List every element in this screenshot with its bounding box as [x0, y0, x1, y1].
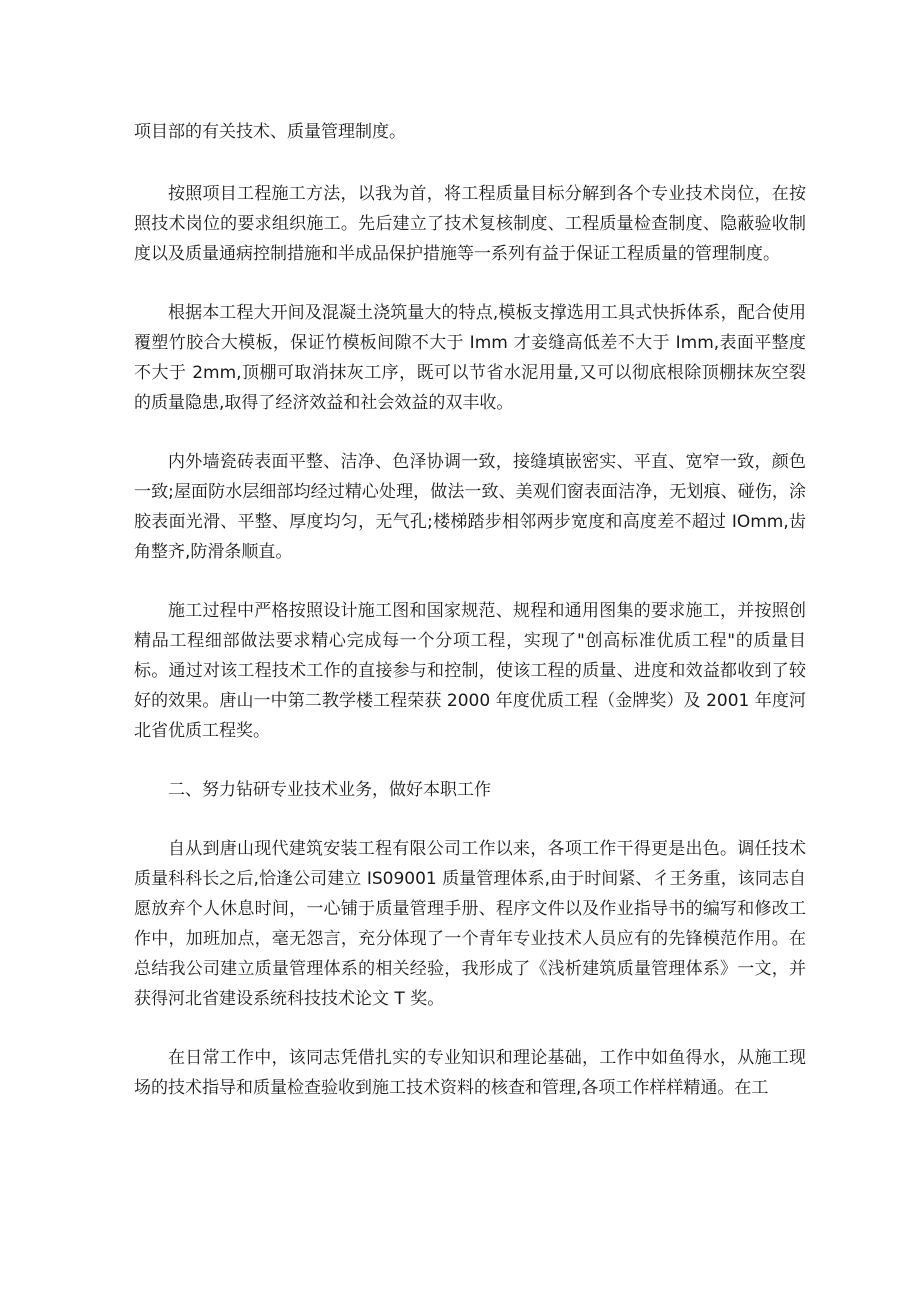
- paragraph-construction-process: 施工过程中严格按照设计施工图和国家规范、规程和通用图集的要求施工，并按照创精品工程细部做法要求精心完成每一个分项工程，实现了"创高标准优质工程"的质量目标。通过对该工程技术工作的直接参与和控制，使该工程的质量、进度和效益都收到了较好的效果。唐山一中第二教学楼工程荣获 2000 年度优质工程（金牌奖）及 2001 年度河北省优质工程奖。: [134, 601, 806, 741]
- paragraph-daily-work: 在日常工作中，该同志凭借扎实的专业知识和理论基础，工作中如鱼得水，从施工现场的技术指导和质量检查验收到施工技术资料的核查和管理,各项工作样样精通。在工: [134, 1048, 806, 1098]
- paragraph-iso9001: 自从到唐山现代建筑安装工程有限公司工作以来，各项工作干得更是出色。调任技术质量科科长之后,恰逢公司建立 IS09001 质量管理体系,由于时间紧、彳王务重，该同志自愿放弃个人休息时间，一心铺于质量管理手册、程序文件以及作业指导书的编写和修改工作中，加班加点，毫无怨言，充分体现了一个青年专业技术人员应有的先锋模范作用。在总结我公司建立质量管理体系的相关经验，我形成了《浅析建筑质量管理体系》一文，并获得河北省建设系统科技技术论文 T 奖。: [134, 839, 806, 1009]
- section-heading: 二、努力钻研专业技术业务，做好本职工作: [168, 780, 491, 800]
- paragraph-quality-targets: 按照项目工程施工方法，以我为首，将工程质量目标分解到各个专业技术岗位，在按照技术岗位的要求组织施工。先后建立了技术复核制度、工程质量检查制度、隐蔽验收制度以及质量通病控制措施和半成品保护措施等一系列有益于保证工程质量的管理制度。: [134, 184, 806, 264]
- paragraph-formwork: 根据本工程大开间及混凝土浇筑量大的特点,模板支撑选用工具式快拆体系，配合使用覆塑竹胶合大模板，保证竹模板间隙不大于 Imm 才妾缝高低差不大于 Imm,表面平整度不大于 2mm,顶棚可取消抹灰工序，既可以节省水泥用量,又可以彻底根除顶棚抹灰空裂的质量隐患,取得了经济效益和社会效益的双丰收。: [134, 303, 806, 413]
- document-page: [134, 117, 806, 1132]
- paragraph-tiles-waterproofing: 内外墙瓷砖表面平整、洁净、色泽协调一致，接缝填嵌密实、平直、宽窄一致，颜色一致;屋面防水层细部均经过精心处理，做法一致、美观们窗表面洁净，无划痕、碰伤，涂胶表面光滑、平整、厚度均匀，无气孔;楼梯踏步相邻两步宽度和高度差不超过 IOmm,齿角整齐,防滑条顺直。: [134, 452, 806, 562]
- paragraph-continuation: 项目部的有关技术、质量管理制度。: [134, 122, 406, 142]
